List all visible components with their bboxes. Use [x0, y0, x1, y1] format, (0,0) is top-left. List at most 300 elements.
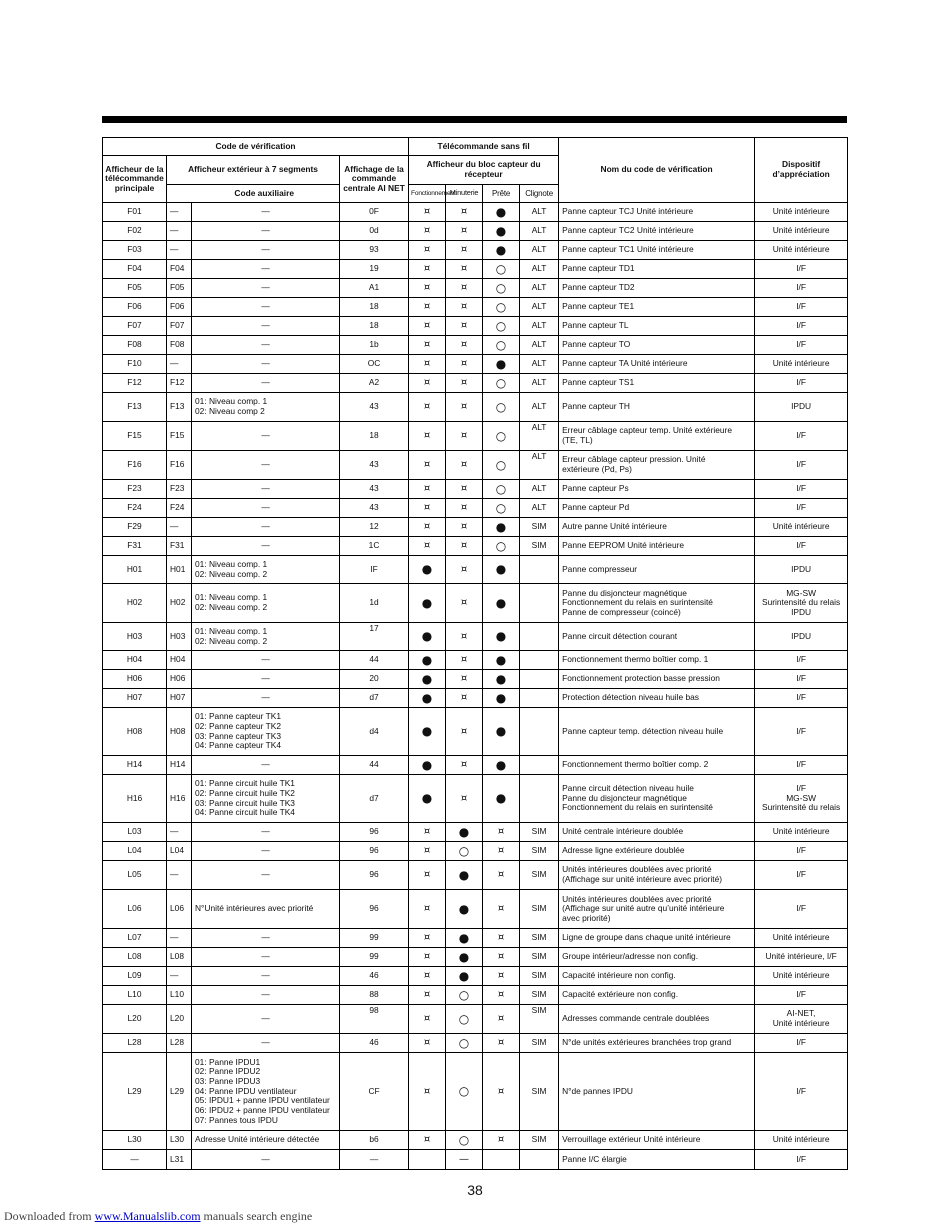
7seg-code: H06	[167, 670, 192, 689]
lamp-on-icon: ●	[495, 204, 507, 219]
header-7seg: Afficheur extérieur à 7 segments	[167, 156, 340, 185]
aux-code-line: —	[261, 244, 270, 255]
ainet-code: 43	[340, 480, 409, 499]
7seg-code: L10	[167, 986, 192, 1005]
main-remote-code: F07	[103, 317, 167, 336]
timer-lamp	[446, 1150, 483, 1170]
7seg-code: L08	[167, 948, 192, 967]
ready-lamp	[483, 689, 520, 708]
aux-code	[192, 374, 340, 393]
check-code-name	[559, 260, 755, 279]
flash-mode: ALT	[520, 260, 559, 279]
lamp-on-icon: ●	[495, 791, 507, 806]
operation-lamp	[409, 967, 446, 986]
main-remote-code: F16	[103, 451, 167, 480]
main-remote-code: F10	[103, 355, 167, 374]
header-flash: Clignote	[520, 185, 559, 203]
device-line: Unité intérieure	[772, 1018, 830, 1028]
blink-icon: ¤	[460, 502, 468, 513]
check-code-name	[559, 775, 755, 823]
aux-code	[192, 948, 340, 967]
check-code-table	[102, 137, 848, 1170]
blink-icon: ¤	[423, 903, 431, 914]
main-remote-code: H06	[103, 670, 167, 689]
flash-mode	[520, 756, 559, 775]
table-row	[103, 689, 848, 708]
table-row	[103, 623, 848, 651]
ainet-code: 99	[340, 948, 409, 967]
timer-lamp	[446, 241, 483, 260]
7seg-code: L28	[167, 1034, 192, 1053]
device-line: Unité intérieure	[772, 826, 830, 837]
blink-icon: ¤	[423, 358, 431, 369]
check-code-name	[559, 623, 755, 651]
lamp-off-icon: ○	[458, 1084, 470, 1099]
device-line: Unité intérieure	[772, 244, 830, 255]
name-line: Panne EEPROM Unité intérieure	[562, 540, 685, 551]
device-line: IPDU	[791, 401, 812, 412]
flash-mode: SIM	[520, 842, 559, 861]
blink-icon: ¤	[423, 1134, 431, 1145]
7seg-code: —	[167, 203, 192, 222]
name-line: Adresse ligne extérieure doublée	[562, 845, 685, 856]
blink-icon: ¤	[423, 282, 431, 293]
table-row	[103, 708, 848, 756]
aux-code	[192, 393, 340, 422]
aux-code-line: —	[261, 339, 270, 350]
name-line: Panne capteur TC1 Unité intérieure	[562, 244, 694, 255]
lamp-on-icon: ●	[458, 930, 470, 945]
flash-mode: SIM	[520, 537, 559, 556]
table-body	[103, 203, 848, 1170]
flash-mode: ALT	[520, 298, 559, 317]
operation-lamp	[409, 279, 446, 298]
ready-lamp	[483, 279, 520, 298]
table-row	[103, 279, 848, 298]
device-line: Unité intérieure	[772, 225, 830, 236]
ainet-code: IF	[340, 556, 409, 584]
lamp-off-icon: ○	[495, 500, 507, 515]
aux-code	[192, 1131, 340, 1150]
operation-lamp	[409, 480, 446, 499]
blink-icon: ¤	[497, 1013, 505, 1024]
blink-icon: ¤	[497, 1037, 505, 1048]
judging-device	[755, 298, 848, 317]
aux-code-line: 02: Niveau comp. 2	[195, 568, 268, 579]
7seg-code: —	[167, 861, 192, 890]
ready-lamp	[483, 929, 520, 948]
blink-icon: ¤	[423, 845, 431, 856]
aux-code-line: —	[261, 989, 270, 1000]
table-row	[103, 1150, 848, 1170]
aux-code	[192, 260, 340, 279]
ainet-code: 20	[340, 670, 409, 689]
device-line: I/F	[796, 845, 806, 856]
operation-lamp	[409, 1053, 446, 1131]
ainet-code: 0d	[340, 222, 409, 241]
check-code-name	[559, 480, 755, 499]
device-line: I/F	[796, 377, 806, 388]
name-line: Panne circuit détection niveau huile	[562, 783, 694, 794]
aux-code	[192, 584, 340, 623]
lamp-off-icon: ○	[458, 1132, 470, 1147]
ainet-code: —	[340, 1150, 409, 1170]
ready-lamp	[483, 948, 520, 967]
blink-icon: ¤	[497, 1085, 505, 1097]
aux-code-line: —	[261, 759, 270, 770]
name-line: avec priorité)	[562, 912, 611, 923]
7seg-code: L06	[167, 890, 192, 929]
aux-code-line: 01: Panne circuit huile TK1	[195, 778, 295, 789]
header-ready: Prête	[483, 185, 520, 203]
check-code-name	[559, 203, 755, 222]
ready-lamp	[483, 623, 520, 651]
table-row	[103, 967, 848, 986]
lamp-on-icon: ●	[495, 671, 507, 686]
blink-icon: ¤	[497, 989, 505, 1000]
ready-lamp	[483, 775, 520, 823]
ainet-code: A2	[340, 374, 409, 393]
lamp-off-icon: ○	[495, 261, 507, 276]
aux-code-line: —	[261, 654, 270, 665]
device-line: MG-SW	[786, 792, 816, 803]
flash-mode: SIM	[520, 1034, 559, 1053]
check-code-name	[559, 241, 755, 260]
main-remote-code: L10	[103, 986, 167, 1005]
device-line: I/F	[796, 759, 806, 770]
aux-code	[192, 499, 340, 518]
flash-mode: SIM	[520, 986, 559, 1005]
ainet-code: 18	[340, 422, 409, 451]
check-code-name	[559, 1150, 755, 1170]
aux-code	[192, 241, 340, 260]
device-line: I/F	[796, 903, 806, 914]
name-line: Fonctionnement du relais en surintensité	[562, 802, 713, 813]
device-line: Unité intérieure	[772, 932, 830, 943]
device-line: Unité intérieure	[772, 970, 830, 981]
7seg-code: F06	[167, 298, 192, 317]
judging-device	[755, 967, 848, 986]
blink-icon: ¤	[460, 759, 468, 770]
7seg-code: L29	[167, 1053, 192, 1131]
table-row	[103, 241, 848, 260]
aux-code	[192, 623, 340, 651]
aux-code-line: 03: Panne IPDU3	[195, 1076, 261, 1087]
blink-icon: ¤	[423, 970, 431, 981]
device-line: Unité intérieure	[772, 1134, 830, 1145]
device-line: MG-SW	[786, 587, 816, 598]
judging-device	[755, 422, 848, 451]
flash-mode: SIM	[520, 518, 559, 537]
main-remote-code: L28	[103, 1034, 167, 1053]
aux-code	[192, 422, 340, 451]
table-row	[103, 861, 848, 890]
blink-icon: ¤	[423, 521, 431, 532]
aux-code-line: —	[261, 502, 270, 513]
lamp-off-icon: ○	[495, 457, 507, 472]
7seg-code: F05	[167, 279, 192, 298]
timer-lamp	[446, 861, 483, 890]
judging-device	[755, 689, 848, 708]
flash-mode: SIM	[520, 1131, 559, 1150]
ainet-code: 96	[340, 890, 409, 929]
check-code-name	[559, 422, 755, 451]
operation-lamp	[409, 1131, 446, 1150]
judging-device	[755, 823, 848, 842]
flash-mode: ALT	[520, 241, 559, 260]
device-line: I/F	[796, 502, 806, 513]
judging-device	[755, 241, 848, 260]
device-line: I/F	[796, 692, 806, 703]
name-line: Groupe intérieur/adresse non config.	[562, 951, 699, 962]
aux-code-line: 02: Panne circuit huile TK2	[195, 787, 295, 798]
ainet-code: 12	[340, 518, 409, 537]
aux-code	[192, 967, 340, 986]
main-remote-code: H16	[103, 775, 167, 823]
device-line: I/F	[796, 459, 806, 470]
check-code-name	[559, 298, 755, 317]
name-line: Autre panne Unité intérieure	[562, 521, 667, 532]
timer-lamp	[446, 518, 483, 537]
device-line: Unité intérieure	[772, 521, 830, 532]
ready-lamp	[483, 708, 520, 756]
ready-lamp	[483, 670, 520, 689]
device-line: I/F	[796, 869, 806, 880]
flash-mode	[520, 708, 559, 756]
aux-code	[192, 317, 340, 336]
7seg-code: H16	[167, 775, 192, 823]
blink-icon: ¤	[497, 869, 505, 880]
flash-mode: ALT	[520, 451, 559, 480]
flash-mode	[520, 584, 559, 623]
ainet-code: 18	[340, 317, 409, 336]
device-line: Unité intérieure	[772, 358, 830, 369]
blink-icon: ¤	[497, 932, 505, 943]
operation-lamp	[409, 451, 446, 480]
7seg-code: F13	[167, 393, 192, 422]
main-remote-code: L08	[103, 948, 167, 967]
aux-code-line: —	[261, 869, 270, 880]
main-remote-code: L05	[103, 861, 167, 890]
operation-lamp	[409, 241, 446, 260]
aux-code-line: 01: Panne IPDU1	[195, 1056, 261, 1067]
main-remote-code: L07	[103, 929, 167, 948]
flash-mode: ALT	[520, 317, 559, 336]
lamp-off-icon: ○	[458, 987, 470, 1002]
7seg-code: H02	[167, 584, 192, 623]
flash-mode: SIM	[520, 890, 559, 929]
judging-device	[755, 1131, 848, 1150]
table-row	[103, 1053, 848, 1131]
timer-lamp	[446, 556, 483, 584]
device-line: I/F	[796, 430, 806, 441]
footer-link[interactable]: www.Manualslib.com	[94, 1209, 201, 1223]
aux-code	[192, 451, 340, 480]
flash-mode: ALT	[520, 203, 559, 222]
main-remote-code: H14	[103, 756, 167, 775]
aux-code-line: —	[261, 430, 270, 441]
aux-code-line: —	[261, 1013, 270, 1024]
timer-lamp	[446, 1034, 483, 1053]
7seg-code: F23	[167, 480, 192, 499]
aux-code-line: 03: Panne circuit huile TK3	[195, 797, 295, 808]
check-code-name	[559, 967, 755, 986]
flash-mode: ALT	[520, 222, 559, 241]
blink-icon: ¤	[460, 459, 468, 470]
timer-lamp	[446, 499, 483, 518]
blink-icon: ¤	[497, 970, 505, 981]
aux-code	[192, 823, 340, 842]
7seg-code: H08	[167, 708, 192, 756]
blink-icon: ¤	[460, 563, 468, 575]
timer-lamp	[446, 336, 483, 355]
operation-lamp	[409, 823, 446, 842]
7seg-code: —	[167, 823, 192, 842]
lamp-off-icon: ○	[495, 428, 507, 443]
header-sensor-block: Afficheur du bloc capteur du récepteur	[409, 156, 559, 185]
name-line: Capacité extérieure non config.	[562, 989, 679, 1000]
timer-lamp	[446, 1053, 483, 1131]
flash-mode: SIM	[520, 948, 559, 967]
aux-code	[192, 842, 340, 861]
aux-code-line: 07: Pannes tous IPDU	[195, 1114, 278, 1125]
aux-code	[192, 355, 340, 374]
table-row	[103, 651, 848, 670]
check-code-name	[559, 518, 755, 537]
ready-lamp	[483, 1053, 520, 1131]
name-line: Panne capteur TE1	[562, 301, 635, 312]
main-remote-code: H04	[103, 651, 167, 670]
check-code-name	[559, 451, 755, 480]
aux-code-line: —	[261, 692, 270, 703]
header-judging-device: Dispositif d’appréciation	[755, 138, 848, 203]
main-remote-code: L30	[103, 1131, 167, 1150]
7seg-code: L20	[167, 1005, 192, 1034]
lamp-off-icon: ○	[458, 843, 470, 858]
judging-device	[755, 317, 848, 336]
aux-code	[192, 1150, 340, 1170]
blink-icon: ¤	[423, 951, 431, 962]
aux-code-line: —	[261, 845, 270, 856]
ready-lamp	[483, 556, 520, 584]
timer-lamp	[446, 756, 483, 775]
name-line: Erreur câblage capteur temp. Unité extérieure	[562, 425, 733, 436]
blink-icon: ¤	[423, 339, 431, 350]
judging-device	[755, 1005, 848, 1034]
blink-icon: ¤	[423, 244, 431, 255]
timer-lamp	[446, 537, 483, 556]
main-remote-code: F24	[103, 499, 167, 518]
lamp-on-icon: ●	[421, 652, 433, 667]
check-code-name	[559, 861, 755, 890]
operation-lamp	[409, 1034, 446, 1053]
judging-device	[755, 222, 848, 241]
ready-lamp	[483, 260, 520, 279]
check-code-name	[559, 756, 755, 775]
ainet-code: d4	[340, 708, 409, 756]
ainet-code: 44	[340, 756, 409, 775]
aux-code-line: 06: IPDU2 + panne IPDU ventilateur	[195, 1104, 330, 1115]
7seg-code: F16	[167, 451, 192, 480]
flash-mode: SIM	[520, 823, 559, 842]
blink-icon: ¤	[423, 263, 431, 274]
table-row	[103, 451, 848, 480]
aux-code	[192, 708, 340, 756]
blink-icon: ¤	[423, 540, 431, 551]
blink-icon: ¤	[460, 358, 468, 369]
aux-code	[192, 480, 340, 499]
judging-device	[755, 756, 848, 775]
judging-device	[755, 355, 848, 374]
flash-mode: ALT	[520, 499, 559, 518]
blink-icon: ¤	[423, 1037, 431, 1048]
blink-icon: ¤	[460, 630, 468, 642]
aux-code-line: 04: Panne capteur TK4	[195, 740, 281, 751]
table-row	[103, 260, 848, 279]
table-row	[103, 1005, 848, 1034]
check-code-name	[559, 651, 755, 670]
main-remote-code: H07	[103, 689, 167, 708]
check-code-name	[559, 890, 755, 929]
main-remote-code: L20	[103, 1005, 167, 1034]
operation-lamp	[409, 518, 446, 537]
main-remote-code: F05	[103, 279, 167, 298]
device-line: I/F	[796, 483, 806, 494]
blink-icon: ¤	[423, 225, 431, 236]
ready-lamp	[483, 1131, 520, 1150]
blink-icon: ¤	[460, 320, 468, 331]
timer-lamp	[446, 1131, 483, 1150]
judging-device	[755, 556, 848, 584]
operation-lamp	[409, 298, 446, 317]
operation-lamp	[409, 260, 446, 279]
operation-lamp	[409, 986, 446, 1005]
operation-lamp	[409, 775, 446, 823]
lamp-off-icon: ○	[495, 280, 507, 295]
timer-lamp	[446, 260, 483, 279]
check-code-name	[559, 929, 755, 948]
flash-mode: ALT	[520, 480, 559, 499]
main-remote-code: F29	[103, 518, 167, 537]
main-remote-code: F03	[103, 241, 167, 260]
blink-icon: ¤	[423, 206, 431, 217]
lamp-off-icon: ○	[495, 375, 507, 390]
main-remote-code: F02	[103, 222, 167, 241]
table-row	[103, 336, 848, 355]
aux-code	[192, 222, 340, 241]
table-row	[103, 422, 848, 451]
name-line: Panne capteur Ps	[562, 483, 629, 494]
device-line: I/F	[796, 1085, 806, 1096]
ready-lamp	[483, 1005, 520, 1034]
timer-lamp	[446, 422, 483, 451]
name-line: Fonctionnement protection basse pression	[562, 673, 720, 684]
7seg-code: F15	[167, 422, 192, 451]
aux-code-line: —	[261, 1037, 270, 1048]
operation-lamp	[409, 1005, 446, 1034]
name-line: Fonctionnement thermo boîtier comp. 1	[562, 654, 709, 665]
name-line: Protection détection niveau huile bas	[562, 692, 699, 703]
name-line: Fonctionnement du relais en surintensité	[562, 597, 713, 608]
blink-icon: ¤	[460, 263, 468, 274]
flash-mode	[520, 623, 559, 651]
device-line: I/F	[796, 282, 806, 293]
name-line: Fonctionnement thermo boîtier comp. 2	[562, 759, 709, 770]
aux-code-line: —	[261, 459, 270, 470]
aux-code-line: 01: Niveau comp. 1	[195, 558, 268, 569]
ready-lamp	[483, 584, 520, 623]
judging-device	[755, 842, 848, 861]
